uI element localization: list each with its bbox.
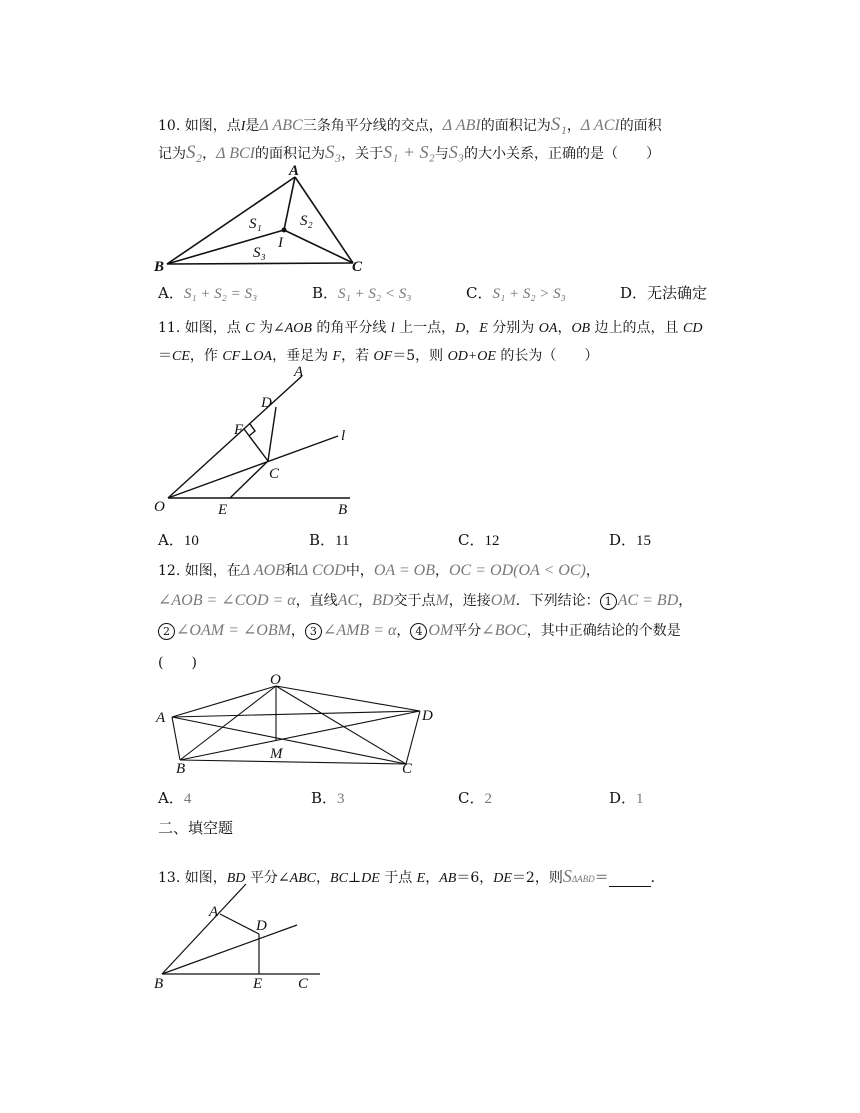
label-o: O [270, 672, 281, 688]
bisector-bd [162, 925, 297, 974]
segment-oa [172, 686, 276, 717]
q11-option-a[interactable]: A．10 [158, 531, 199, 549]
line-bd [180, 711, 420, 760]
label-b: B [176, 761, 186, 777]
label-a: A [294, 364, 304, 380]
label-c: C [269, 466, 280, 482]
label-b: B [154, 259, 165, 275]
label-d: D [261, 395, 272, 411]
label-a: A [156, 710, 166, 726]
segment-bi [167, 230, 284, 264]
segment-ad [220, 914, 259, 934]
label-a: A [289, 163, 300, 179]
segment-ab [172, 717, 180, 760]
incenter-point [282, 228, 287, 233]
q11-option-b[interactable]: B．11 [309, 531, 350, 549]
segment-dc [406, 711, 420, 764]
q12-option-a[interactable]: A．4 [158, 789, 192, 807]
line-ac [172, 717, 406, 764]
label-c: C [298, 976, 309, 992]
q10-triangle-figure [150, 160, 380, 276]
label-s1: S₁ [249, 216, 262, 232]
answer-blank[interactable] [609, 872, 651, 887]
edge-bc [167, 263, 353, 264]
label-m: M [270, 746, 283, 762]
q11-option-c[interactable]: C．12 [458, 531, 500, 549]
q10-option-d[interactable]: D．无法确定 [620, 284, 708, 302]
bisector-l [168, 436, 338, 498]
q10-line-1: 10. 如图，点I是Δ ABC三条角平分线的交点，Δ ABI的面积记为S₁，Δ ACI的面积 [158, 114, 662, 135]
q12-line-1: 12. 如图，在Δ AOB和Δ COD中，OA = OB，OC = OD(OA < OC)， [158, 562, 600, 579]
q11-angle-figure [150, 362, 370, 520]
segment-cd [268, 407, 276, 461]
label-s2: S₂ [300, 213, 313, 229]
label-d: D [256, 918, 267, 934]
label-c: C [352, 259, 363, 275]
q10-option-b[interactable]: B．S₁ + S₂ < S₃ [312, 284, 412, 302]
label-e: E [253, 976, 263, 992]
label-f: F [234, 422, 244, 438]
label-l: l [341, 428, 346, 444]
ray-ba [162, 884, 246, 974]
right-angle-mark [249, 424, 255, 436]
segment-cf [244, 429, 268, 461]
q13-angle-figure [150, 880, 330, 990]
q11-line-1: 11. 如图，点 C 为∠AOB 的角平分线 l 上一点，D，E 分别为 OA，OB 边上的点，且 CD [158, 320, 703, 336]
label-b: B [154, 976, 164, 992]
q12-line-4: ( ) [158, 655, 197, 671]
label-a: A [209, 904, 219, 920]
segment-ce [230, 461, 268, 498]
q12-line-2: ∠AOB = ∠COD = α，直线AC，BD交于点M，连接OM．下列结论： 1 AC = BD， [158, 592, 693, 609]
label-c: C [402, 761, 413, 777]
segment-ad [172, 711, 420, 717]
q12-line-3: 2 ∠OAM = ∠OBM， 3 ∠AMB = α， 4 OM平分∠BOC，其中正确结论的个数是 [158, 620, 681, 640]
q10-option-a[interactable]: A．S₁ + S₂ = S₃ [158, 284, 258, 302]
segment-ai [284, 177, 295, 230]
segment-bc [180, 760, 406, 764]
edge-ab [167, 177, 295, 264]
q11-line-2: ＝CE，作 CF⊥OA，垂足为 F，若 OF＝5，则 OD+OE 的长为（ ） [158, 348, 599, 364]
q12-option-d[interactable]: D．1 [609, 789, 644, 807]
q10-option-c[interactable]: C．S₁ + S₂ > S₃ [466, 284, 566, 302]
q12-option-c[interactable]: C．2 [458, 789, 492, 807]
label-i: I [278, 235, 283, 251]
label-e: E [218, 502, 228, 518]
section-heading-fill-in: 二、填空题 [158, 819, 234, 837]
label-d: D [422, 708, 433, 724]
q10-line-2: 记为S₂，Δ BCI的面积记为S₃，关于S₁ + S₂与S₃的大小关系，正确的是（ ） [158, 142, 661, 163]
label-o: O [154, 499, 165, 515]
segment-ob [180, 686, 276, 760]
label-b: B [338, 502, 348, 518]
q11-option-d[interactable]: D．15 [609, 531, 652, 549]
q12-option-b[interactable]: B．3 [311, 789, 345, 807]
q12-quadrilateral-figure [150, 670, 440, 780]
q13-line-1: 13. 如图，BD 平分∠ABC，BC⊥DE 于点 E，AB＝6，DE＝2，则SΔABD＝ ． [158, 866, 665, 886]
label-s3: S₃ [253, 245, 266, 261]
